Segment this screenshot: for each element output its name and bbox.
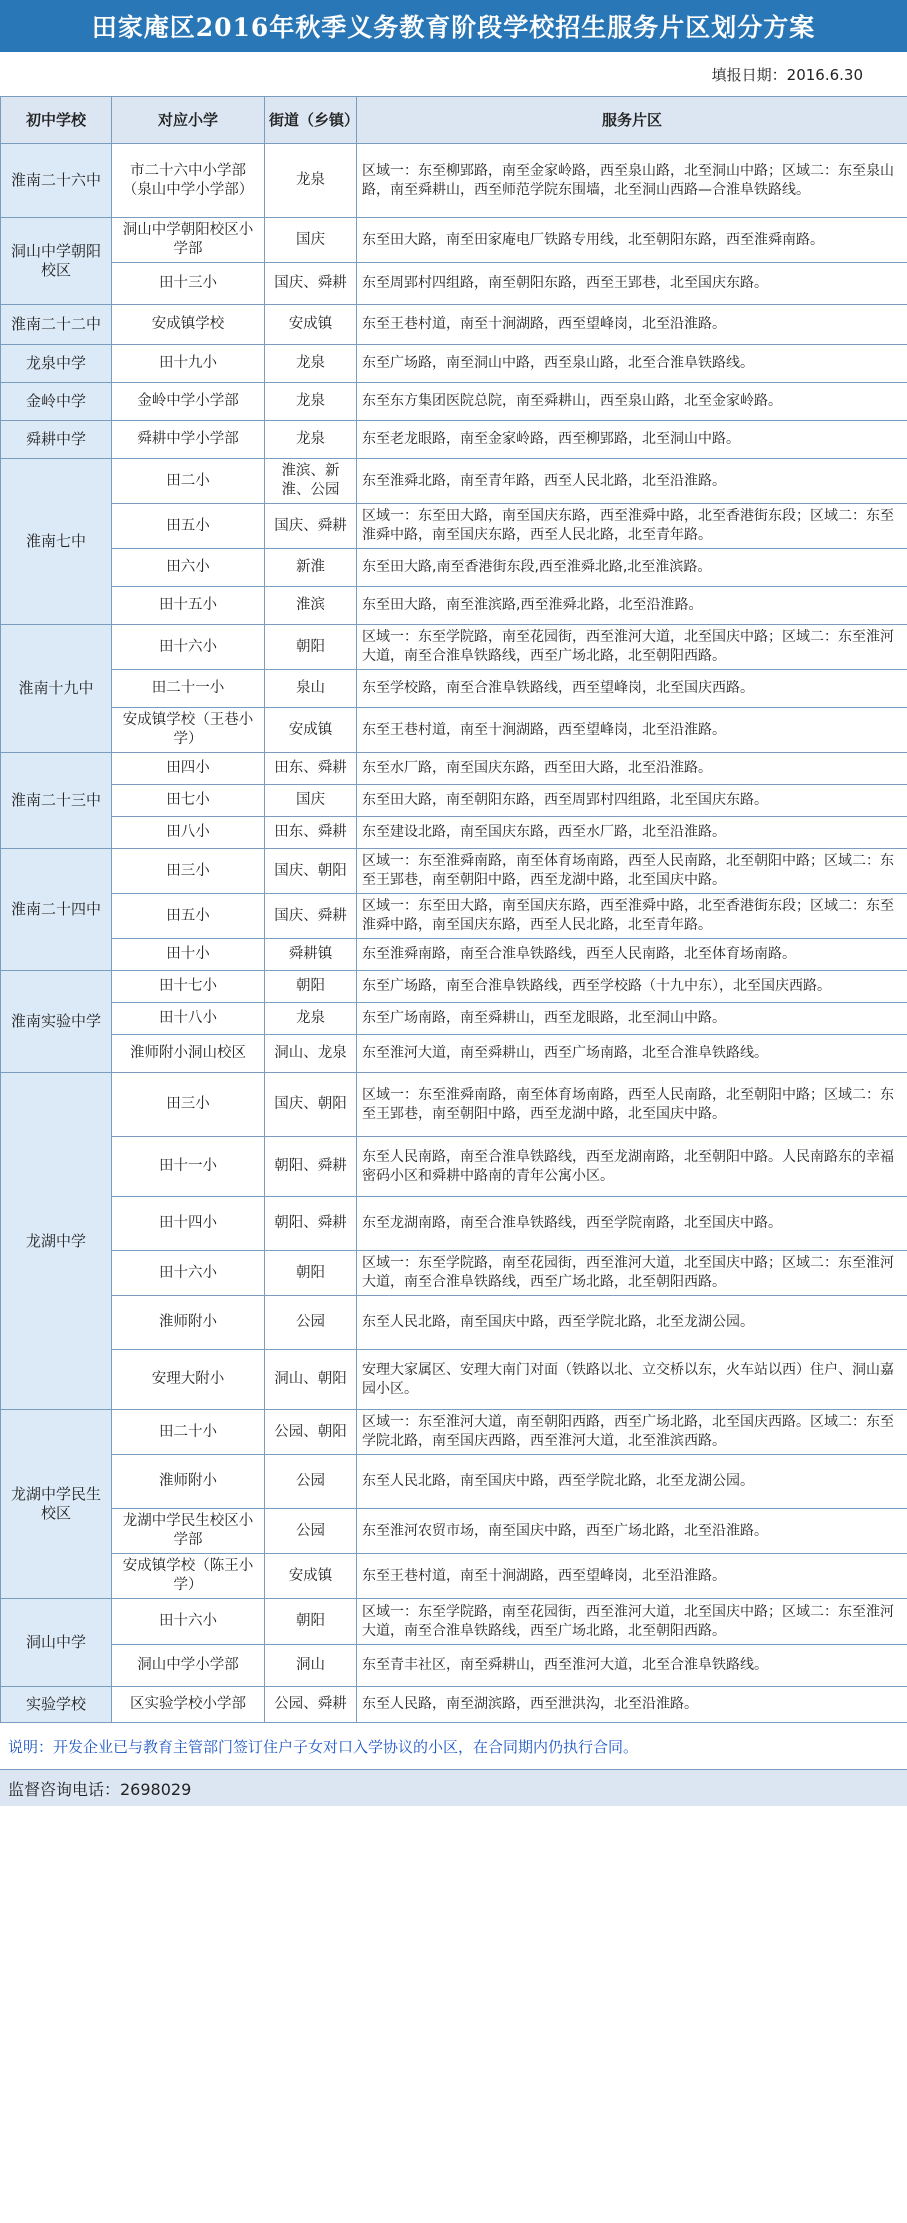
street-cell: 舜耕镇 xyxy=(265,939,357,971)
service-area-cell: 东至青丰社区，南至舜耕山，西至淮河大道，北至合淮阜铁路线。 xyxy=(357,1645,907,1687)
table-row xyxy=(1,383,907,421)
table-row xyxy=(1,421,907,459)
service-area-cell: 区域一：东至学院路，南至花园街，西至淮河大道，北至国庆中路；区域二：东至淮河大道，南至合淮阜铁路线，西至广场北路，北至朝阳西路。 xyxy=(357,1251,907,1296)
primary-school-cell: 田五小 xyxy=(112,894,265,939)
street-cell: 洞山 xyxy=(265,1645,357,1687)
table-row xyxy=(1,504,907,549)
street-cell: 国庆、舜耕 xyxy=(265,263,357,305)
primary-school-cell: 田十八小 xyxy=(112,1003,265,1035)
primary-school-cell: 田十六小 xyxy=(112,1251,265,1296)
table-row xyxy=(1,1251,907,1296)
primary-school-cell: 淮师附小 xyxy=(112,1455,265,1509)
service-area-cell: 东至田大路,南至香港街东段,西至淮舜北路,北至淮滨路。 xyxy=(357,549,907,587)
middle-school-cell: 淮南实验中学 xyxy=(1,971,112,1073)
middle-school-cell: 金岭中学 xyxy=(1,383,112,421)
table-row xyxy=(1,753,907,785)
service-area-cell: 东至学校路，南至合淮阜铁路线，西至望峰岗，北至国庆西路。 xyxy=(357,670,907,708)
table-row xyxy=(1,971,907,1003)
table-row xyxy=(1,1137,907,1197)
table-row xyxy=(1,459,907,504)
service-area-cell: 东至田大路，南至淮滨路,西至淮舜北路，北至沿淮路。 xyxy=(357,587,907,625)
primary-school-cell: 舜耕中学小学部 xyxy=(112,421,265,459)
middle-school-cell: 龙湖中学 xyxy=(1,1073,112,1410)
primary-school-cell: 田十六小 xyxy=(112,625,265,670)
service-area-cell: 东至广场南路，南至舜耕山，西至龙眼路，北至洞山中路。 xyxy=(357,1003,907,1035)
service-area-cell: 东至广场路，南至合淮阜铁路线，西至学校路（十九中东），北至国庆西路。 xyxy=(357,971,907,1003)
street-cell: 国庆 xyxy=(265,785,357,817)
service-area-cell: 东至王巷村道，南至十涧湖路，西至望峰岗，北至沿淮路。 xyxy=(357,708,907,753)
table-row xyxy=(1,305,907,345)
street-cell: 朝阳 xyxy=(265,625,357,670)
street-cell: 田东、舜耕 xyxy=(265,753,357,785)
service-area-cell: 东至广场路，南至洞山中路，西至泉山路，北至合淮阜铁路线。 xyxy=(357,345,907,383)
table-row xyxy=(1,1554,907,1599)
service-area-cell: 东至淮河农贸市场，南至国庆中路，西至广场北路，北至沿淮路。 xyxy=(357,1509,907,1554)
primary-school-cell: 安成镇学校 xyxy=(112,305,265,345)
page-title: 田家庵区2016年秋季义务教育阶段学校招生服务片区划分方案 xyxy=(0,0,907,52)
primary-school-cell: 龙湖中学民生校区小学部 xyxy=(112,1509,265,1554)
service-area-cell: 区域一：东至柳郢路，南至金家岭路，西至泉山路，北至洞山中路；区域二：东至泉山路，南至舜耕山，西至师范学院东围墙，北至洞山西路—合淮阜铁路线。 xyxy=(357,144,907,218)
service-area-cell: 区域一：东至学院路，南至花园街，西至淮河大道，北至国庆中路；区域二：东至淮河大道，南至合淮阜铁路线，西至广场北路，北至朝阳西路。 xyxy=(357,1599,907,1645)
primary-school-cell: 田二十小 xyxy=(112,1410,265,1455)
service-area-cell: 东至龙湖南路，南至合淮阜铁路线，西至学院南路，北至国庆中路。 xyxy=(357,1197,907,1251)
primary-school-cell: 金岭中学小学部 xyxy=(112,383,265,421)
middle-school-cell: 龙湖中学民生校区 xyxy=(1,1410,112,1599)
street-cell: 田东、舜耕 xyxy=(265,817,357,849)
service-area-cell: 东至东方集团医院总院，南至舜耕山，西至泉山路，北至金家岭路。 xyxy=(357,383,907,421)
table-row xyxy=(1,549,907,587)
note-text: 说明：开发企业已与教育主管部门签订住户子女对口入学协议的小区，在合同期内仍执行合同。 xyxy=(0,1723,907,1770)
table-row xyxy=(1,587,907,625)
street-cell: 国庆、朝阳 xyxy=(265,849,357,894)
primary-school-cell: 淮师附小 xyxy=(112,1296,265,1350)
header-primary-school: 对应小学 xyxy=(112,97,265,144)
service-area-cell: 东至周郢村四组路，南至朝阳东路，西至王郢巷，北至国庆东路。 xyxy=(357,263,907,305)
middle-school-cell: 洞山中学 xyxy=(1,1599,112,1687)
table-row xyxy=(1,144,907,218)
primary-school-cell: 洞山中学朝阳校区小学部 xyxy=(112,218,265,263)
table-row xyxy=(1,1035,907,1073)
table-row xyxy=(1,1687,907,1723)
table-row xyxy=(1,708,907,753)
street-cell: 公园、舜耕 xyxy=(265,1687,357,1723)
middle-school-cell: 龙泉中学 xyxy=(1,345,112,383)
primary-school-cell: 田二小 xyxy=(112,459,265,504)
enrollment-table xyxy=(0,96,907,1723)
primary-school-cell: 田三小 xyxy=(112,849,265,894)
primary-school-cell: 田三小 xyxy=(112,1073,265,1137)
street-cell: 国庆、舜耕 xyxy=(265,894,357,939)
middle-school-cell: 淮南二十二中 xyxy=(1,305,112,345)
street-cell: 公园 xyxy=(265,1509,357,1554)
table-row xyxy=(1,670,907,708)
street-cell: 朝阳、舜耕 xyxy=(265,1197,357,1251)
street-cell: 公园 xyxy=(265,1296,357,1350)
table-row xyxy=(1,625,907,670)
primary-school-cell: 安成镇学校（陈王小学） xyxy=(112,1554,265,1599)
street-cell: 公园 xyxy=(265,1455,357,1509)
contact-phone: 监督咨询电话：2698029 xyxy=(0,1770,907,1806)
service-area-cell: 东至人民北路，南至国庆中路，西至学院北路，北至龙湖公园。 xyxy=(357,1455,907,1509)
street-cell: 龙泉 xyxy=(265,144,357,218)
service-area-cell: 东至建设北路，南至国庆东路，西至水厂路，北至沿淮路。 xyxy=(357,817,907,849)
service-area-cell: 东至老龙眼路，南至金家岭路，西至柳郢路，北至洞山中路。 xyxy=(357,421,907,459)
street-cell: 洞山、朝阳 xyxy=(265,1350,357,1410)
street-cell: 朝阳 xyxy=(265,1251,357,1296)
service-area-cell: 东至田大路，南至田家庵电厂铁路专用线，北至朝阳东路，西至淮舜南路。 xyxy=(357,218,907,263)
primary-school-cell: 田二十一小 xyxy=(112,670,265,708)
primary-school-cell: 田十六小 xyxy=(112,1599,265,1645)
table-body xyxy=(1,144,907,1723)
primary-school-cell: 区实验学校小学部 xyxy=(112,1687,265,1723)
service-area-cell: 安理大家属区、安理大南门对面（铁路以北、立交桥以东，火车站以西）住户、洞山嘉园小区。 xyxy=(357,1350,907,1410)
primary-school-cell: 田十四小 xyxy=(112,1197,265,1251)
service-area-cell: 东至人民北路，南至国庆中路，西至学院北路，北至龙湖公园。 xyxy=(357,1296,907,1350)
middle-school-cell: 淮南十九中 xyxy=(1,625,112,753)
street-cell: 淮滨 xyxy=(265,587,357,625)
street-cell: 国庆、舜耕 xyxy=(265,504,357,549)
street-cell: 龙泉 xyxy=(265,1003,357,1035)
primary-school-cell: 田七小 xyxy=(112,785,265,817)
street-cell: 龙泉 xyxy=(265,383,357,421)
table-row xyxy=(1,345,907,383)
table-row xyxy=(1,218,907,263)
service-area-cell: 东至王巷村道，南至十涧湖路，西至望峰岗，北至沿淮路。 xyxy=(357,305,907,345)
service-area-cell: 东至田大路，南至朝阳东路，西至周郢村四组路，北至国庆东路。 xyxy=(357,785,907,817)
middle-school-cell: 淮南二十三中 xyxy=(1,753,112,849)
service-area-cell: 东至淮舜南路，南至合淮阜铁路线，西至人民南路，北至体育场南路。 xyxy=(357,939,907,971)
service-area-cell: 东至淮河大道，南至舜耕山，西至广场南路，北至合淮阜铁路线。 xyxy=(357,1035,907,1073)
primary-school-cell: 田十三小 xyxy=(112,263,265,305)
table-row xyxy=(1,817,907,849)
street-cell: 龙泉 xyxy=(265,421,357,459)
primary-school-cell: 市二十六中小学部（泉山中学小学部） xyxy=(112,144,265,218)
street-cell: 安成镇 xyxy=(265,708,357,753)
table-row xyxy=(1,1599,907,1645)
street-cell: 淮滨、新淮、公园 xyxy=(265,459,357,504)
service-area-cell: 东至水厂路，南至国庆东路，西至田大路，北至沿淮路。 xyxy=(357,753,907,785)
table-row xyxy=(1,1455,907,1509)
primary-school-cell: 田十五小 xyxy=(112,587,265,625)
service-area-cell: 东至人民南路，南至合淮阜铁路线，西至龙湖南路，北至朝阳中路。人民南路东的幸福密码小区和舜耕中路南的青年公寓小区。 xyxy=(357,1137,907,1197)
primary-school-cell: 安理大附小 xyxy=(112,1350,265,1410)
primary-school-cell: 田十七小 xyxy=(112,971,265,1003)
street-cell: 新淮 xyxy=(265,549,357,587)
service-area-cell: 区域一：东至淮舜南路，南至体育场南路，西至人民南路，北至朝阳中路；区域二：东至王郢巷，南至朝阳中路，西至龙湖中路，北至国庆中路。 xyxy=(357,1073,907,1137)
service-area-cell: 区域一：东至学院路，南至花园街，西至淮河大道，北至国庆中路；区域二：东至淮河大道，南至合淮阜铁路线，西至广场北路，北至朝阳西路。 xyxy=(357,625,907,670)
table-row xyxy=(1,1350,907,1410)
street-cell: 公园、朝阳 xyxy=(265,1410,357,1455)
street-cell: 泉山 xyxy=(265,670,357,708)
primary-school-cell: 田六小 xyxy=(112,549,265,587)
table-row xyxy=(1,894,907,939)
street-cell: 朝阳 xyxy=(265,971,357,1003)
table-row xyxy=(1,1410,907,1455)
service-area-cell: 区域一：东至淮河大道，南至朝阳西路，西至广场北路，北至国庆西路。区域二：东至学院北路，南至国庆西路，西至淮河大道，北至淮滨西路。 xyxy=(357,1410,907,1455)
primary-school-cell: 洞山中学小学部 xyxy=(112,1645,265,1687)
middle-school-cell: 实验学校 xyxy=(1,1687,112,1723)
primary-school-cell: 田十九小 xyxy=(112,345,265,383)
service-area-cell: 区域一：东至田大路，南至国庆东路，西至淮舜中路，北至香港街东段；区域二：东至淮舜中路，南至国庆东路，西至人民北路，北至青年路。 xyxy=(357,504,907,549)
street-cell: 国庆、朝阳 xyxy=(265,1073,357,1137)
primary-school-cell: 田四小 xyxy=(112,753,265,785)
primary-school-cell: 淮师附小洞山校区 xyxy=(112,1035,265,1073)
primary-school-cell: 田八小 xyxy=(112,817,265,849)
report-date: 填报日期：2016.6.30 xyxy=(711,65,863,84)
service-area-cell: 东至淮舜北路，南至青年路，西至人民北路，北至沿淮路。 xyxy=(357,459,907,504)
table-row xyxy=(1,849,907,894)
street-cell: 安成镇 xyxy=(265,1554,357,1599)
middle-school-cell: 舜耕中学 xyxy=(1,421,112,459)
street-cell: 洞山、龙泉 xyxy=(265,1035,357,1073)
middle-school-cell: 淮南七中 xyxy=(1,459,112,625)
service-area-cell: 东至人民路，南至湖滨路，西至泄洪沟，北至沿淮路。 xyxy=(357,1687,907,1723)
header-street: 街道（乡镇） xyxy=(265,97,357,144)
primary-school-cell: 田十一小 xyxy=(112,1137,265,1197)
table-row xyxy=(1,263,907,305)
table-row xyxy=(1,1645,907,1687)
street-cell: 朝阳 xyxy=(265,1599,357,1645)
table-header-row xyxy=(1,97,907,144)
table-row xyxy=(1,1003,907,1035)
service-area-cell: 区域一：东至淮舜南路，南至体育场南路，西至人民南路，北至朝阳中路；区域二：东至王郢巷，南至朝阳中路，西至龙湖中路，北至国庆中路。 xyxy=(357,849,907,894)
primary-school-cell: 安成镇学校（王巷小学） xyxy=(112,708,265,753)
table-row xyxy=(1,1509,907,1554)
middle-school-cell: 淮南二十六中 xyxy=(1,144,112,218)
header-service-area: 服务片区 xyxy=(357,97,907,144)
street-cell: 朝阳、舜耕 xyxy=(265,1137,357,1197)
table-row xyxy=(1,785,907,817)
middle-school-cell: 洞山中学朝阳校区 xyxy=(1,218,112,305)
table-row xyxy=(1,1073,907,1137)
street-cell: 国庆 xyxy=(265,218,357,263)
primary-school-cell: 田五小 xyxy=(112,504,265,549)
table-row xyxy=(1,1197,907,1251)
service-area-cell: 东至王巷村道，南至十涧湖路，西至望峰岗，北至沿淮路。 xyxy=(357,1554,907,1599)
primary-school-cell: 田十小 xyxy=(112,939,265,971)
middle-school-cell: 淮南二十四中 xyxy=(1,849,112,971)
service-area-cell: 区域一：东至田大路，南至国庆东路，西至淮舜中路，北至香港街东段；区域二：东至淮舜中路，南至国庆东路，西至人民北路，北至青年路。 xyxy=(357,894,907,939)
table-row xyxy=(1,939,907,971)
table-row xyxy=(1,1296,907,1350)
street-cell: 安成镇 xyxy=(265,305,357,345)
header-middle-school: 初中学校 xyxy=(1,97,112,144)
street-cell: 龙泉 xyxy=(265,345,357,383)
